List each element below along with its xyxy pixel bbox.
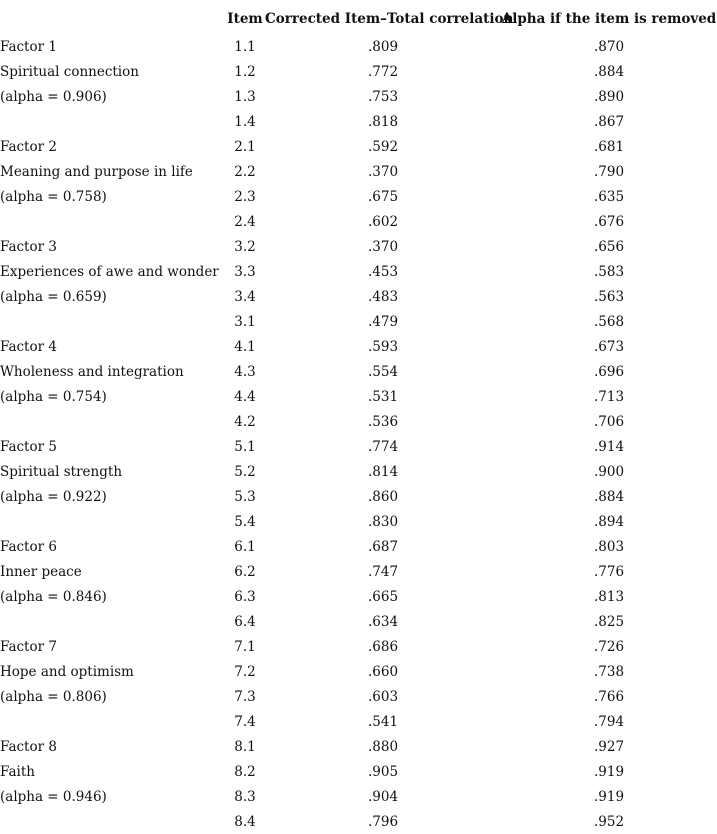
alpha-if-removed-cell: .894 [593,513,625,530]
table-row [0,409,717,434]
alpha-if-removed-cell: .884 [593,63,625,80]
correlation-cell: .905 [367,763,399,780]
header-corrected-item-total-correlation: Corrected Item–Total correlation [265,11,514,27]
factor-description-cell: Factor 8 [0,738,57,755]
alpha-if-removed-cell: .706 [593,413,625,430]
item-number-cell: 1.2 [234,63,256,80]
table-row [0,334,717,359]
item-number-cell: 1.4 [234,113,256,130]
correlation-cell: .665 [367,588,399,605]
correlation-cell: .602 [367,213,399,230]
factor-description-cell [0,409,225,434]
correlation-cell: .686 [367,638,399,655]
factor-description-cell: (alpha = 0.922) [0,488,107,505]
alpha-if-removed-cell: .884 [593,488,625,505]
table-row [0,209,717,234]
factor-description-cell: Factor 6 [0,538,57,555]
alpha-if-removed-cell: .563 [593,288,625,305]
alpha-if-removed-cell: .776 [593,563,625,580]
item-number-cell: 3.4 [234,288,256,305]
factor-description-cell [0,309,225,334]
factor-description-cell: (alpha = 0.946) [0,788,107,805]
factor-description-cell: Wholeness and integration [0,363,184,380]
correlation-cell: .541 [367,713,399,730]
factor-description-cell [0,609,225,634]
factor-description-cell: Meaning and purpose in life [0,163,193,180]
table-row [0,284,717,309]
alpha-if-removed-cell: .583 [593,263,625,280]
table-row [0,59,717,84]
correlation-cell: .675 [367,188,399,205]
correlation-cell: .860 [367,488,399,505]
correlation-cell: .479 [367,313,399,330]
alpha-if-removed-cell: .713 [593,388,625,405]
correlation-cell: .818 [367,113,399,130]
factor-description-cell: (alpha = 0.754) [0,388,107,405]
alpha-if-removed-cell: .790 [593,163,625,180]
table-row [0,484,717,509]
alpha-if-removed-cell: .676 [593,213,625,230]
item-number-cell: 4.1 [234,338,256,355]
correlation-cell: .592 [367,138,399,155]
table-row [0,434,717,459]
factor-description-cell: Spiritual connection [0,63,139,80]
table-row [0,809,717,834]
table-row [0,509,717,534]
alpha-if-removed-cell: .952 [593,813,625,830]
table-row [0,309,717,334]
correlation-cell: .536 [367,413,399,430]
item-number-cell: 7.3 [234,688,256,705]
item-number-cell: 1.1 [234,38,256,55]
table-row [0,234,717,259]
alpha-if-removed-cell: .794 [593,713,625,730]
factor-description-cell [0,809,225,834]
table-row [0,259,717,284]
table-body [0,34,717,834]
item-number-cell: 5.3 [234,488,256,505]
factor-description-cell: Factor 3 [0,238,57,255]
alpha-if-removed-cell: .825 [593,613,625,630]
item-number-cell: 6.4 [234,613,256,630]
item-number-cell: 5.1 [234,438,256,455]
item-number-cell: 7.1 [234,638,256,655]
item-number-cell: 3.1 [234,313,256,330]
factor-description-cell: Experiences of awe and wonder [0,263,219,280]
table-row [0,459,717,484]
item-number-cell: 5.4 [234,513,256,530]
factor-description-cell: Factor 1 [0,38,57,55]
alpha-if-removed-cell: .635 [593,188,625,205]
alpha-if-removed-cell: .803 [593,538,625,555]
table-row [0,734,717,759]
item-number-cell: 6.1 [234,538,256,555]
table-row [0,159,717,184]
correlation-cell: .747 [367,563,399,580]
table-header [0,0,717,34]
correlation-cell: .809 [367,38,399,55]
alpha-if-removed-cell: .919 [593,788,625,805]
alpha-if-removed-cell: .900 [593,463,625,480]
alpha-if-removed-cell: .568 [593,313,625,330]
correlation-cell: .830 [367,513,399,530]
alpha-if-removed-cell: .890 [593,88,625,105]
factor-description-cell: (alpha = 0.806) [0,688,107,705]
alpha-if-removed-cell: .738 [593,663,625,680]
correlation-cell: .593 [367,338,399,355]
correlation-cell: .772 [367,63,399,80]
item-number-cell: 4.2 [234,413,256,430]
alpha-if-removed-cell: .813 [593,588,625,605]
alpha-if-removed-cell: .919 [593,763,625,780]
correlation-cell: .483 [367,288,399,305]
alpha-if-removed-cell: .870 [593,38,625,55]
correlation-cell: .796 [367,813,399,830]
correlation-cell: .753 [367,88,399,105]
table-row [0,34,717,59]
factor-description-cell: (alpha = 0.906) [0,88,107,105]
item-number-cell: 8.4 [234,813,256,830]
item-number-cell: 4.3 [234,363,256,380]
header-alpha-if-item-removed: Alpha if the item is removed [501,11,717,27]
item-number-cell: 6.3 [234,588,256,605]
table-row [0,534,717,559]
item-number-cell: 2.1 [234,138,256,155]
factor-description-cell: Faith [0,763,35,780]
correlation-cell: .603 [367,688,399,705]
factor-description-cell [0,109,225,134]
item-number-cell: 2.2 [234,163,256,180]
factor-description-cell: Spiritual strength [0,463,123,480]
table-row [0,634,717,659]
table-row [0,134,717,159]
item-number-cell: 7.4 [234,713,256,730]
correlation-cell: .531 [367,388,399,405]
header-description [0,0,225,34]
factor-description-cell: (alpha = 0.758) [0,188,107,205]
table-row [0,584,717,609]
factor-description-cell [0,209,225,234]
alpha-if-removed-cell: .867 [593,113,625,130]
item-number-cell: 8.3 [234,788,256,805]
correlation-cell: .634 [367,613,399,630]
correlation-cell: .774 [367,438,399,455]
correlation-cell: .660 [367,663,399,680]
table-row [0,559,717,584]
table-row [0,759,717,784]
factor-description-cell: (alpha = 0.846) [0,588,107,605]
item-number-cell: 5.2 [234,463,256,480]
factor-description-cell: Factor 4 [0,338,57,355]
correlation-cell: .814 [367,463,399,480]
table-row [0,684,717,709]
factor-description-cell [0,709,225,734]
item-number-cell: 6.2 [234,563,256,580]
factor-description-cell: Factor 2 [0,138,57,155]
item-number-cell: 8.2 [234,763,256,780]
table-row [0,709,717,734]
item-number-cell: 3.2 [234,238,256,255]
factor-description-cell: Factor 5 [0,438,57,455]
item-number-cell: 1.3 [234,88,256,105]
alpha-if-removed-cell: .766 [593,688,625,705]
alpha-if-removed-cell: .927 [593,738,625,755]
header-item: Item [227,11,263,27]
item-number-cell: 4.4 [234,388,256,405]
correlation-cell: .370 [367,163,399,180]
alpha-if-removed-cell: .681 [593,138,625,155]
factor-description-cell: Inner peace [0,563,82,580]
table-row [0,109,717,134]
correlation-cell: .880 [367,738,399,755]
factor-description-cell: Factor 7 [0,638,57,655]
alpha-if-removed-cell: .673 [593,338,625,355]
correlation-cell: .370 [367,238,399,255]
alpha-if-removed-cell: .914 [593,438,625,455]
correlation-cell: .554 [367,363,399,380]
item-number-cell: 3.3 [234,263,256,280]
item-number-cell: 2.4 [234,213,256,230]
header-row [0,0,717,34]
correlation-cell: .687 [367,538,399,555]
alpha-if-removed-cell: .696 [593,363,625,380]
alpha-if-removed-cell: .656 [593,238,625,255]
table-row [0,784,717,809]
factor-description-cell [0,509,225,534]
item-number-cell: 8.1 [234,738,256,755]
item-number-cell: 7.2 [234,663,256,680]
factor-description-cell: (alpha = 0.659) [0,288,107,305]
table-row [0,384,717,409]
table-row [0,84,717,109]
factor-description-cell: Hope and optimism [0,663,134,680]
correlation-cell: .904 [367,788,399,805]
table-row [0,659,717,684]
correlation-cell: .453 [367,263,399,280]
item-number-cell: 2.3 [234,188,256,205]
alpha-if-removed-cell: .726 [593,638,625,655]
table-row [0,609,717,634]
table-row [0,359,717,384]
table-row [0,184,717,209]
